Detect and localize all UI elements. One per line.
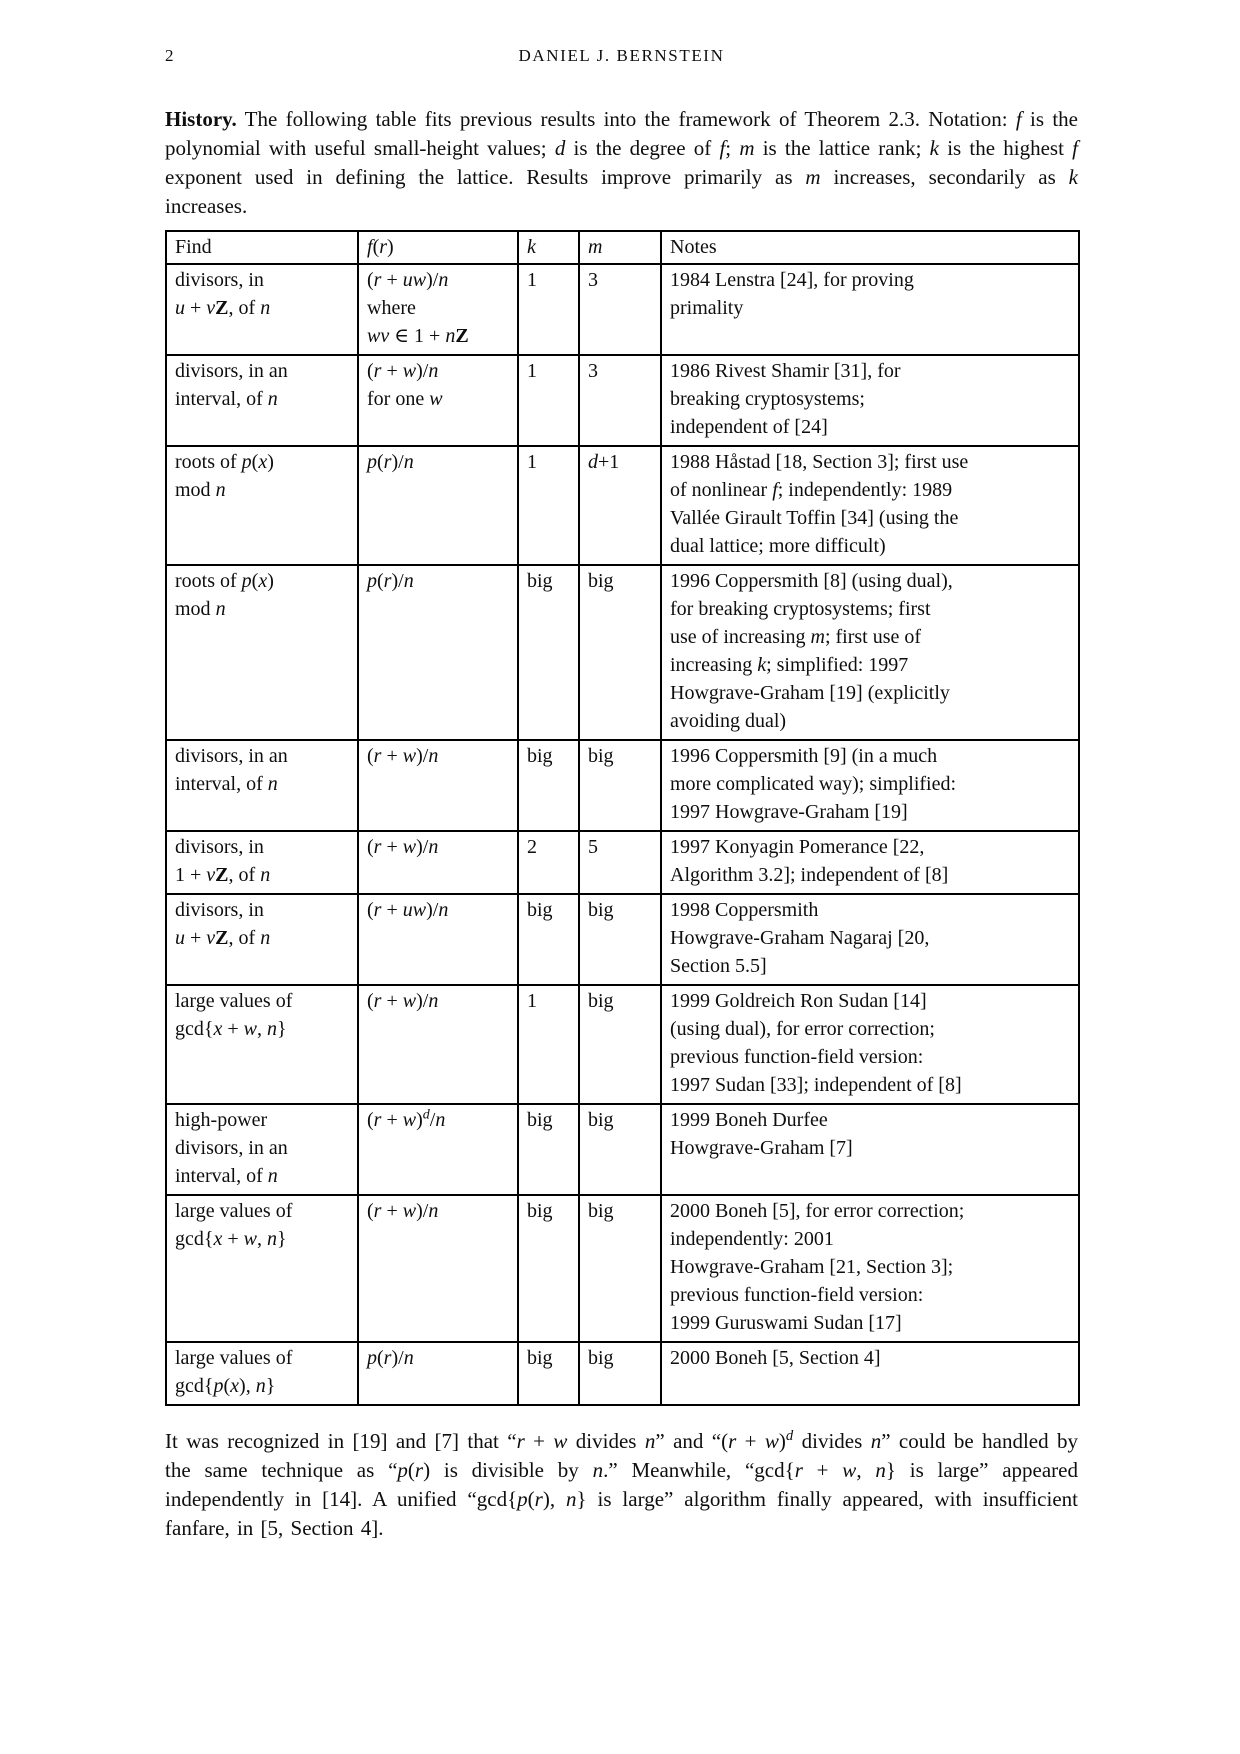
history-table xyxy=(165,230,1080,1406)
cell-m: big xyxy=(579,985,661,1104)
page-header xyxy=(165,46,1078,68)
cell-m: big xyxy=(579,894,661,985)
cell-k: 1 xyxy=(518,355,579,446)
cell-f: p(r)/n xyxy=(358,446,518,565)
cell-k: 1 xyxy=(518,446,579,565)
cell-find: large values of gcd{x + w, n} xyxy=(166,1195,358,1342)
cell-find: large values of gcd{p(x), n} xyxy=(166,1342,358,1405)
cell-find: divisors, in 1 + vZ, of n xyxy=(166,831,358,894)
cell-m: 3 xyxy=(579,264,661,355)
cell-k: 1 xyxy=(518,264,579,355)
cell-notes: 1997 Konyagin Pomerance [22, Algorithm 3.2]; independent of [8] xyxy=(661,831,1079,894)
cell-k: big xyxy=(518,1342,579,1405)
cell-notes: 2000 Boneh [5], for error correction; independently: 2001 Howgrave-Graham [21, Section 3]; previous function-field version: 1999 Guruswami Sudan [17] xyxy=(661,1195,1079,1342)
cell-m: 5 xyxy=(579,831,661,894)
cell-f: (r + w)/n xyxy=(358,740,518,831)
cell-k: big xyxy=(518,1104,579,1195)
cell-f: p(r)/n xyxy=(358,565,518,740)
cell-find: roots of p(x) mod n xyxy=(166,565,358,740)
cell-find: divisors, in u + vZ, of n xyxy=(166,894,358,985)
cell-m: big xyxy=(579,1195,661,1342)
column-header-notes: Notes xyxy=(661,231,1079,264)
cell-find: high-power divisors, in an interval, of n xyxy=(166,1104,358,1195)
cell-f: (r + w)/n for one w xyxy=(358,355,518,446)
cell-find: divisors, in u + vZ, of n xyxy=(166,264,358,355)
table-row xyxy=(166,740,1079,831)
cell-m: big xyxy=(579,740,661,831)
cell-k: big xyxy=(518,740,579,831)
cell-f: (r + w)/n xyxy=(358,831,518,894)
table-row xyxy=(166,565,1079,740)
cell-notes: 1999 Goldreich Ron Sudan [14] (using dual), for error correction; previous function-field version: 1997 Sudan [33]; independent of [8] xyxy=(661,985,1079,1104)
history-table-header xyxy=(166,231,1079,264)
header-row xyxy=(166,231,1079,264)
table-row xyxy=(166,894,1079,985)
page-number: 2 xyxy=(165,46,174,65)
cell-notes: 1986 Rivest Shamir [31], for breaking cryptosystems; independent of [24] xyxy=(661,355,1079,446)
cell-notes: 1998 Coppersmith Howgrave-Graham Nagaraj [20, Section 5.5] xyxy=(661,894,1079,985)
cell-find: divisors, in an interval, of n xyxy=(166,740,358,831)
table-row xyxy=(166,1342,1079,1405)
running-title: DANIEL J. BERNSTEIN xyxy=(518,46,725,65)
cell-k: big xyxy=(518,894,579,985)
cell-m: d+1 xyxy=(579,446,661,565)
table-row xyxy=(166,264,1079,355)
cell-f: p(r)/n xyxy=(358,1342,518,1405)
cell-f: (r + uw)/n where wv ∈ 1 + nZ xyxy=(358,264,518,355)
table-row xyxy=(166,1104,1079,1195)
column-header-m: m xyxy=(579,231,661,264)
cell-f: (r + w)/n xyxy=(358,1195,518,1342)
cell-k: 1 xyxy=(518,985,579,1104)
cell-k: big xyxy=(518,1195,579,1342)
column-header-f: f(r) xyxy=(358,231,518,264)
cell-notes: 1988 Håstad [18, Section 3]; first use of nonlinear f; independently: 1989 Vallée Girault Toffin [34] (using the dual lattice; more difficult) xyxy=(661,446,1079,565)
table-row xyxy=(166,355,1079,446)
cell-find: roots of p(x) mod n xyxy=(166,446,358,565)
cell-m: big xyxy=(579,1342,661,1405)
table-row xyxy=(166,446,1079,565)
cell-k: big xyxy=(518,565,579,740)
cell-k: 2 xyxy=(518,831,579,894)
history-table-body xyxy=(166,264,1079,1405)
table-row xyxy=(166,831,1079,894)
cell-notes: 1996 Coppersmith [9] (in a much more complicated way); simplified: 1997 Howgrave-Graham [19] xyxy=(661,740,1079,831)
cell-f: $(r + w)^d/n$ xyxy=(358,1104,518,1195)
cell-notes: 1996 Coppersmith [8] (using dual), for breaking cryptosystems; first use of increasing m; first use of increasing k; simplified: 1997 Howgrave-Graham [19] (explicitly avoiding dual) xyxy=(661,565,1079,740)
cell-m: 3 xyxy=(579,355,661,446)
history-paragraph: History. The following table fits previous results into the framework of Theorem 2.3. Notation: f is the polynomial with useful small-height values; d is the degree of f; m is the lattice rank; k is the highest f exponent used in defining the lattice. Results improve primarily as m increases, secondarily as k increases. xyxy=(165,107,1078,218)
cell-find: divisors, in an interval, of n xyxy=(166,355,358,446)
cell-find: large values of gcd{x + w, n} xyxy=(166,985,358,1104)
cell-notes: 1999 Boneh Durfee Howgrave-Graham [7] xyxy=(661,1104,1079,1195)
column-header-k: k xyxy=(518,231,579,264)
cell-f: (r + w)/n xyxy=(358,985,518,1104)
cell-notes: 1984 Lenstra [24], for proving primality xyxy=(661,264,1079,355)
cell-f: (r + uw)/n xyxy=(358,894,518,985)
cell-m: big xyxy=(579,1104,661,1195)
cell-notes: 2000 Boneh [5, Section 4] xyxy=(661,1342,1079,1405)
cell-m: big xyxy=(579,565,661,740)
table-row xyxy=(166,1195,1079,1342)
table-row xyxy=(166,985,1079,1104)
closing-paragraph: It was recognized in [19] and [7] that “r + w divides n” and “$(r + w)^d$ divides n” could be handled by the same technique as “p(r) is divisible by n.” Meanwhile, “gcd{r + w, n} is large” appeared independently in [14]. A unified “gcd{p(r), n} is large” algorithm finally appeared, with insufficient fanfare, in [5, Section 4]. xyxy=(165,1428,1078,1540)
column-header-find: Find xyxy=(166,231,358,264)
